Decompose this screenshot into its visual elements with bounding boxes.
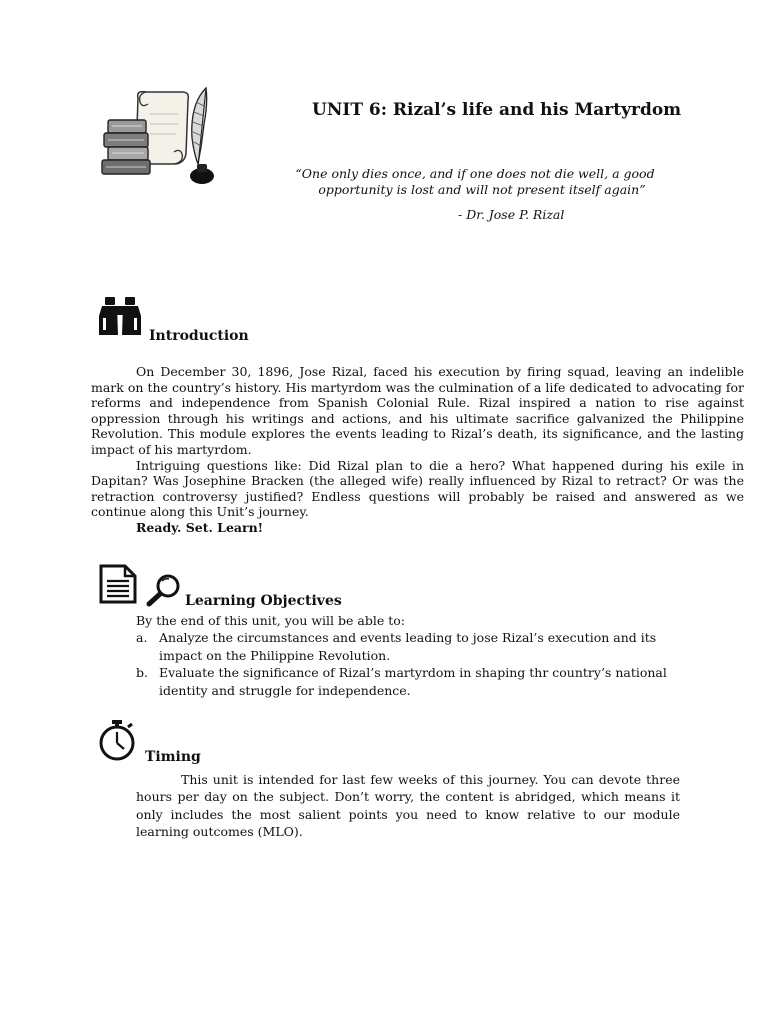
quote-line-1: “One only dies once, and if one does not die well, a good (295, 166, 655, 181)
introduction-closing: Ready. Set. Learn! (136, 519, 264, 535)
quote-line-2: opportunity is lost and will not present itself again” (318, 182, 646, 197)
timing-heading: Timing (145, 749, 201, 765)
list-marker: b. (136, 665, 148, 681)
objectives-heading: Learning Objectives (185, 593, 342, 609)
quote-author: - Dr. Jose P. Rizal (458, 207, 565, 222)
epigraph-quote (290, 166, 660, 198)
timing-body (136, 771, 680, 841)
list-item-text: Analyze the circumstances and events leading to jose Rizal’s execution and its impact on the Philippine Revolution. (159, 630, 657, 663)
binoculars-icon (98, 296, 142, 336)
introduction-paragraph-2: Intriguing questions like: Did Rizal plan to die a hero? What happened during his exile in Dapitan? Was Josephine Bracken (the alleged wife) really influenced by Rizal to retract? Or was the retraction controversy justified? Endless questions will probably be raised and answered as we continue along this Unit’s journey. (91, 457, 744, 520)
document-icon (99, 564, 137, 604)
list-item (136, 629, 676, 664)
timing-paragraph: This unit is intended for last few weeks of this journey. You can devote three hours per day on the subject. Don’t worry, the content is abridged, which means it only includes the most salient points you need to know relative to our module learning outcomes (MLO). (136, 772, 680, 840)
books-scroll-quill-illustration (98, 84, 222, 186)
introduction-heading: Introduction (149, 328, 249, 344)
objectives-lead: By the end of this unit, you will be able to: (136, 613, 405, 628)
page-title: UNIT 6: Rizal’s life and his Martyrdom (312, 100, 682, 120)
list-marker: a. (136, 630, 148, 645)
introduction-paragraph-1: On December 30, 1896, Jose Rizal, faced his execution by firing squad, leaving an indelible mark on the country’s history. His martyrdom was the culmination of a life dedicated to advocating for reforms and independence from Spanish Colonial Rule. Rizal inspired a nation to rise against oppression through his writings and actions, and his ultimate sacrifice galvanized the Philippine Revolution. This module explores the events leading to Rizal’s death, its significance, and the lasting impact of his martyrdom. (91, 364, 744, 457)
list-item-text: Evaluate the significance of Rizal’s martyrdom in shaping thr country’s national identity and struggle for independence. (159, 665, 667, 698)
list-item (136, 664, 676, 699)
introduction-body (91, 364, 744, 536)
objectives-list (136, 629, 676, 699)
magnifying-glass-icon (146, 573, 182, 607)
stopwatch-icon (96, 719, 138, 761)
